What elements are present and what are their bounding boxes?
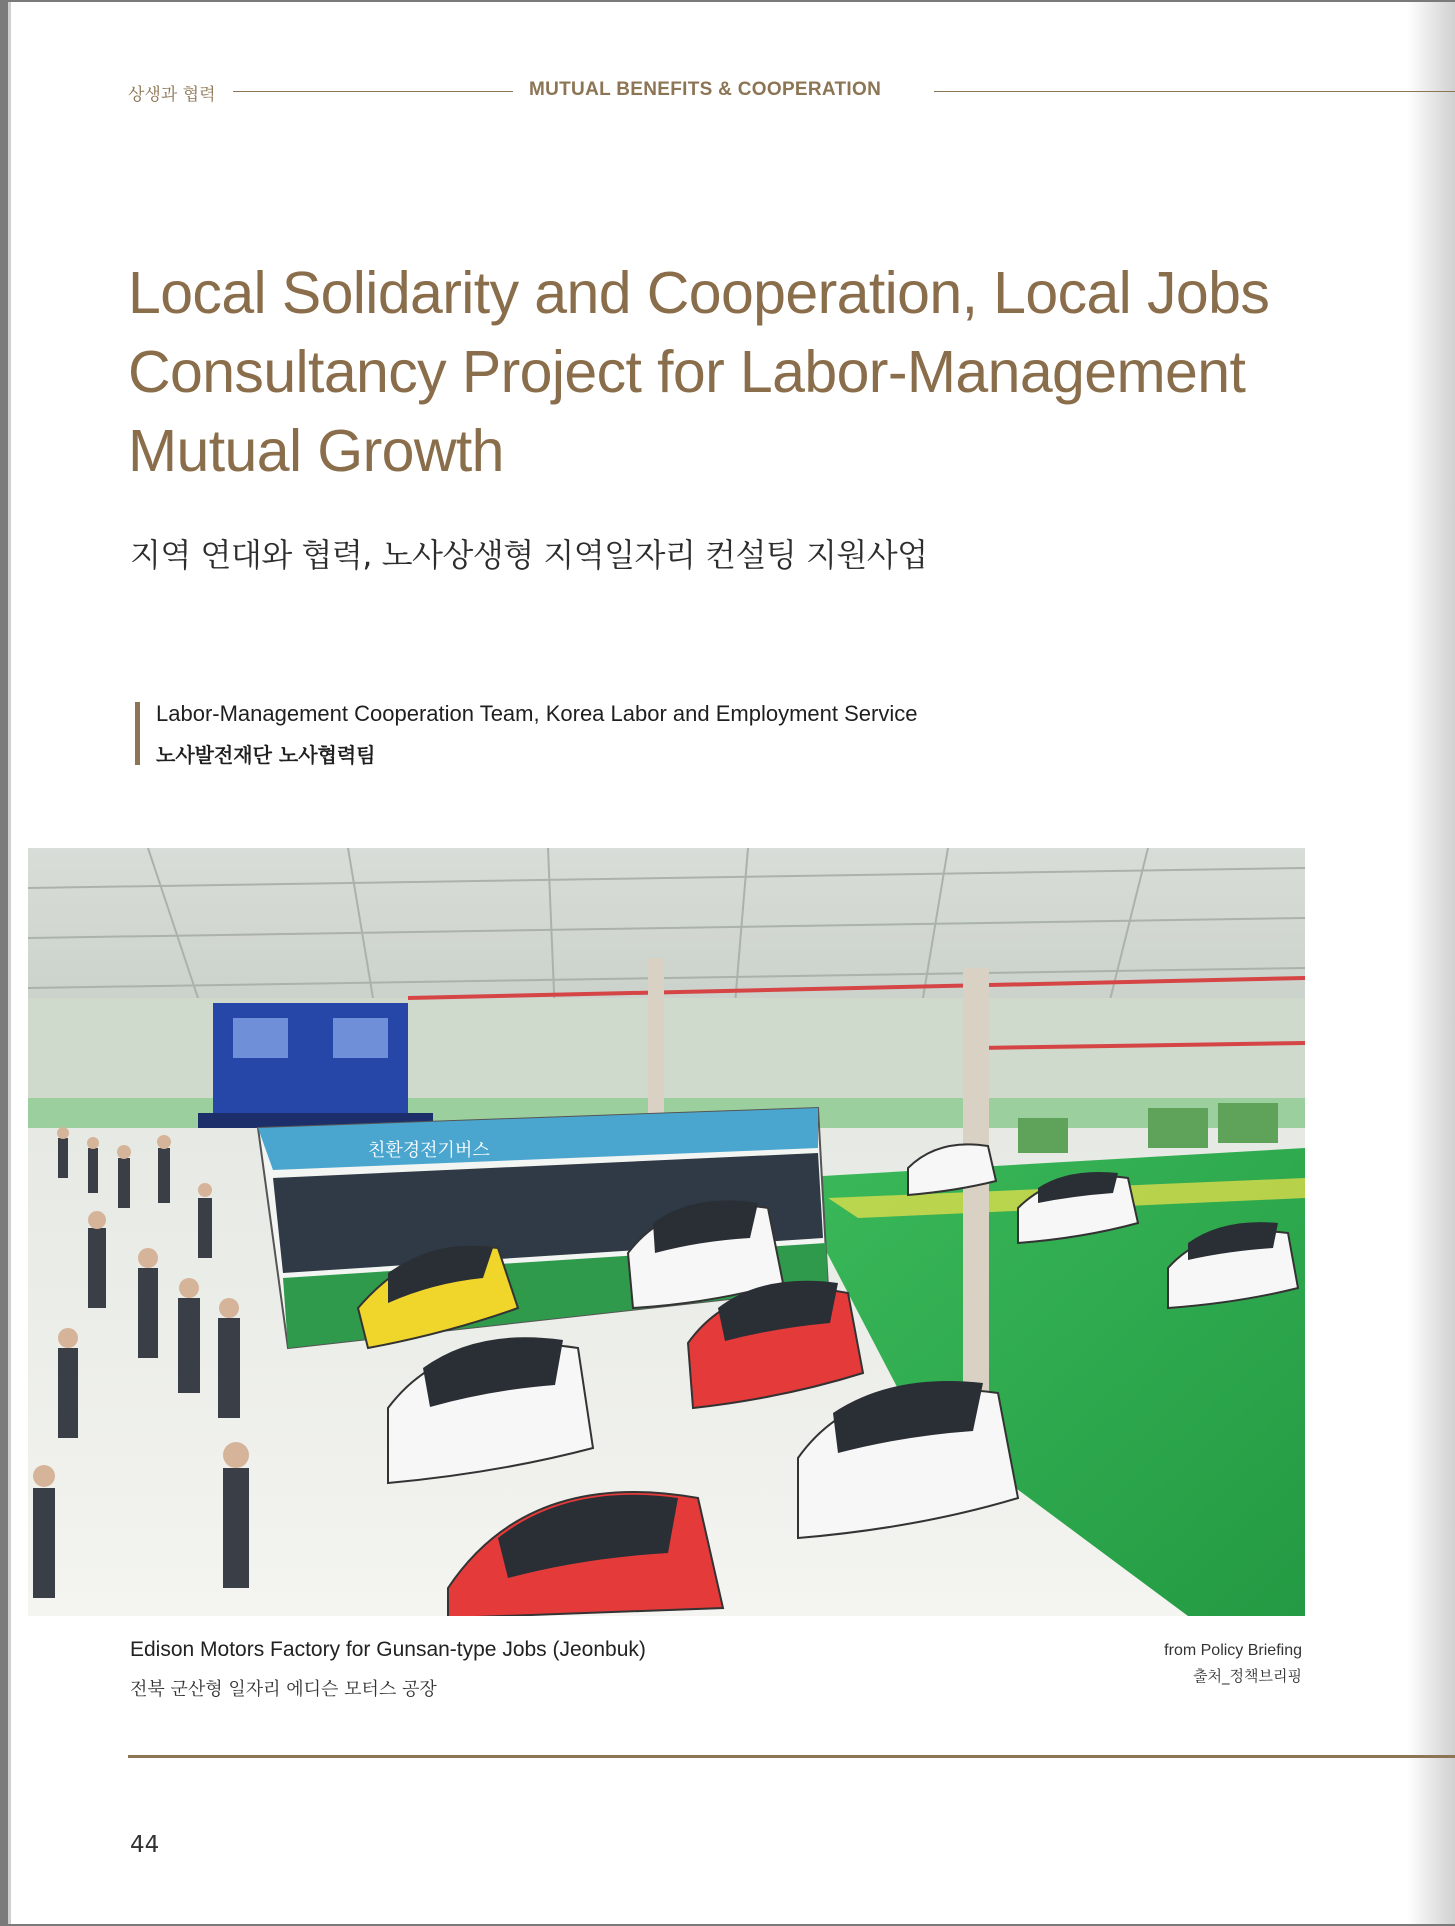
footer-rule <box>128 1755 1455 1758</box>
factory-photo-illustration <box>28 848 1305 1616</box>
section-label-ko: 상생과 협력 <box>128 85 216 105</box>
photo-caption-ko: 전북 군산형 일자리 에디슨 모터스 공장 <box>130 1679 437 1700</box>
bus-sign: 친환경전기버스 <box>368 1140 490 1161</box>
photo-credit-ko: 출처_정책브리핑 <box>1193 1667 1302 1685</box>
title-line-1: Local Solidarity and Cooperation, Local Jobs <box>128 260 1270 326</box>
author-en: Labor-Management Cooperation Team, Korea Labor and Employment Service <box>156 701 918 726</box>
author-ko: 노사발전재단 노사협력팀 <box>156 743 376 767</box>
magazine-page <box>8 2 1455 1924</box>
author-accent-bar <box>135 702 140 765</box>
photo-caption-en: Edison Motors Factory for Gunsan-type Jobs (Jeonbuk) <box>130 1638 646 1661</box>
section-header <box>128 78 1455 108</box>
page-edge-shadow <box>1407 2 1455 1924</box>
factory-photo <box>28 848 1305 1616</box>
page-number: 44 <box>130 1832 160 1858</box>
title-line-3: Mutual Growth <box>128 418 504 484</box>
article-subtitle-ko: 지역 연대와 협력, 노사상생형 지역일자리 컨설팅 지원사업 <box>130 536 928 574</box>
article-title <box>128 254 1278 491</box>
photo-credit-en: from Policy Briefing <box>1164 1642 1302 1659</box>
header-divider-right <box>934 91 1455 92</box>
title-line-2: Consultancy Project for Labor-Management <box>128 339 1246 405</box>
header-divider-left <box>233 91 513 92</box>
section-label-en: MUTUAL BENEFITS & COOPERATION <box>529 79 882 100</box>
